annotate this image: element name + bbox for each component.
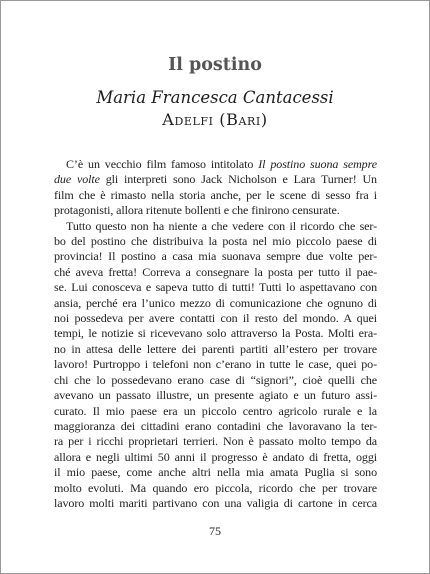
- text-line: [54, 465, 377, 480]
- author-name: Maria Francesca Cantacessi: [96, 88, 334, 107]
- text-segment: protagonisti, allora ritenute bollenti e che finirono censurate.: [54, 203, 340, 218]
- text-segment: se. Lui conosceva e sapeva tutto di tutti! Tutti lo aspettavano con: [54, 280, 377, 295]
- text-line: [54, 419, 377, 434]
- text-segment: gli interpreti sono Jack Nicholson e Lara Turner! Un: [99, 172, 377, 187]
- text-line: [54, 234, 377, 249]
- text-segment: il mio paese, come anche altri nella mia amata Puglia si sono: [54, 465, 377, 480]
- text-line: [54, 311, 377, 326]
- text-segment: provincia! Il postino a casa mia suonava sempre due volte per-: [54, 249, 377, 264]
- text-line: [54, 172, 377, 187]
- text-line: [54, 481, 377, 496]
- text-segment: molto evoluti. Ma quando ero piccola, ricordo che per trovare: [54, 480, 377, 495]
- text-segment: film che è rimasto nella storia anche, per le scene di sesso fra i: [54, 187, 377, 202]
- text-line: [54, 450, 377, 465]
- text-segment: tempi, le notizie si ricevevano solo attraverso la Posta. Molti era-: [54, 326, 377, 341]
- text-segment: curato. Il mio paese era un piccolo centro agricolo rurale e la: [54, 403, 377, 418]
- text-segment: ra per i ricchi proprietari terrieri. Non è passato molto tempo da: [54, 434, 377, 449]
- text-segment: maggioranza dei cittadini erano contadini che lavoravano la ter-: [54, 418, 377, 433]
- text-line: [54, 280, 377, 295]
- text-line: [54, 203, 377, 218]
- text-line: [54, 388, 377, 403]
- chapter-title: Il postino: [168, 55, 262, 75]
- text-line: [54, 219, 377, 234]
- text-segment: lavoro! Purtroppo i telefoni non c’erano in tutte le case, quei po-: [54, 357, 377, 372]
- italic-text: Il postino suona sempre: [258, 157, 377, 171]
- text-segment: ansia, perché era l’unico mezzo di comunicazione che ognuno di: [54, 295, 377, 310]
- text-line: [54, 265, 377, 280]
- text-segment: avevano un passato illustre, un presente agiato e un futuro assi-: [54, 388, 377, 403]
- text-line: [54, 434, 377, 449]
- text-segment: lavoro molti mariti partivano con una valigia di cartone in cerca: [54, 495, 377, 510]
- text-segment: Tutto questo non ha niente a che vedere con il ricordo che ser-: [66, 218, 377, 233]
- text-line: [54, 357, 377, 372]
- text-segment: C’è un vecchio film famoso intitolato: [66, 157, 259, 171]
- text-segment: ché aveva fretta! Correva a consegnare la posta per tutto il pae-: [54, 264, 377, 279]
- author-location: Adelfi (Bari): [162, 110, 268, 129]
- text-line: [54, 326, 377, 341]
- body-text: [54, 157, 377, 511]
- text-segment: chi che lo possedevano erano case di “signori”, cioè quelli che: [54, 372, 377, 387]
- text-line: [54, 404, 377, 419]
- text-segment: noi possedeva per avere contatti con il resto del mondo. A quei: [54, 311, 377, 326]
- italic-text: due volte: [54, 172, 100, 187]
- text-segment: bo del postino che distribuiva la posta nel mio piccolo paese di: [54, 234, 377, 249]
- text-line: [54, 188, 377, 203]
- text-line: [54, 249, 377, 264]
- text-segment: no in attesa delle lettere dei parenti partiti all’estero per trovare: [54, 341, 377, 356]
- text-line: [54, 342, 377, 357]
- page-number: 75: [209, 524, 221, 538]
- text-line: [54, 373, 377, 388]
- text-line: [54, 157, 377, 172]
- text-segment: allora e negli ultimi 50 anni il progresso è andato di fretta, oggi: [54, 449, 377, 464]
- text-line: [54, 296, 377, 311]
- text-line: [54, 496, 377, 511]
